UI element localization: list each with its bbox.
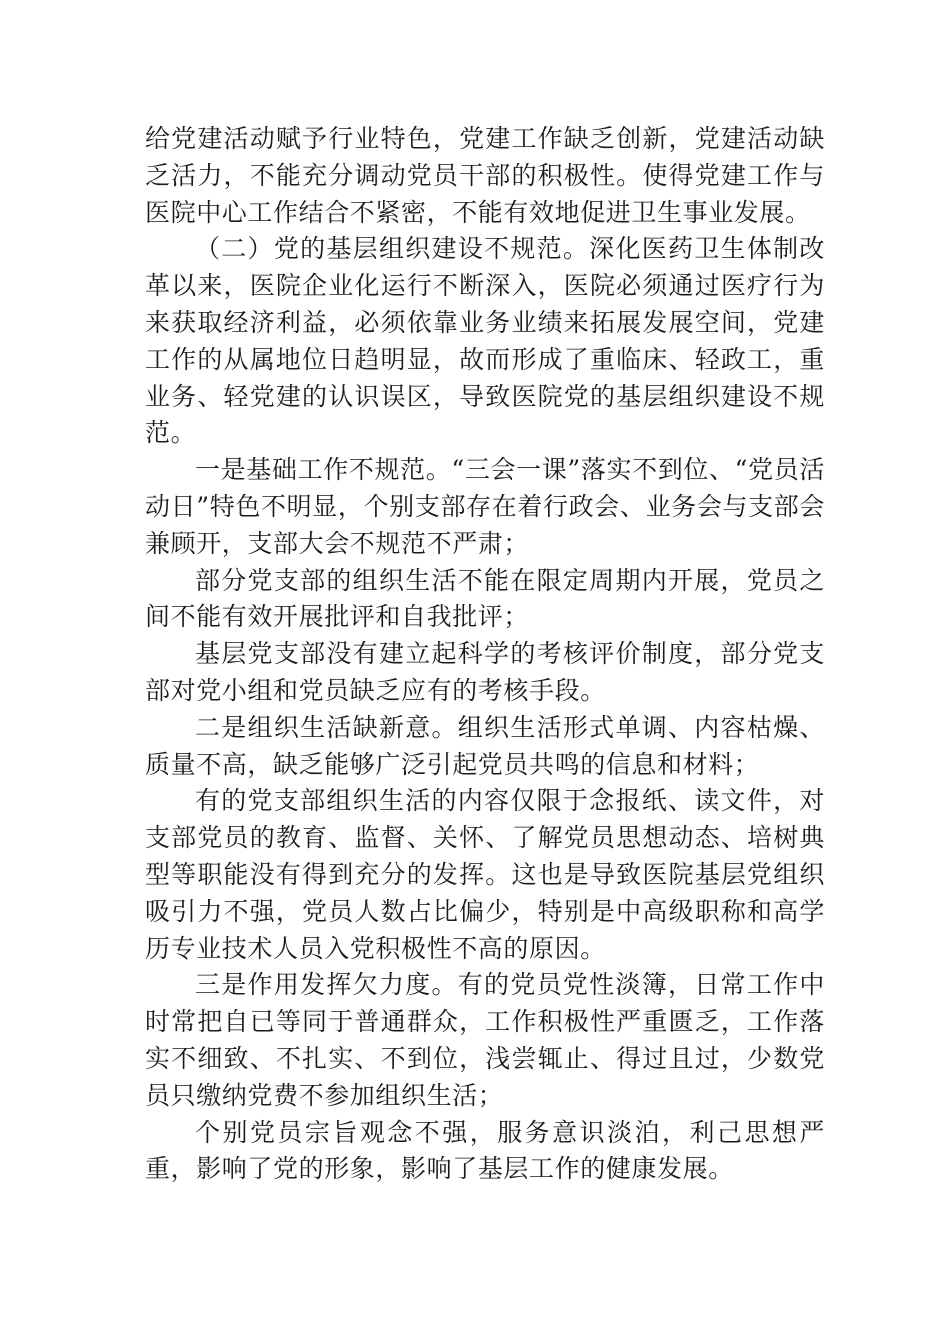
paragraph-evaluation: 基层党支部没有建立起科学的考核评价制度，部分党支部对党小组和党员缺乏应有的考核手段。	[145, 639, 825, 705]
paragraph-criticism: 部分党支部的组织生活不能在限定周期内开展，党员之间不能有效开展批评和自我批评；	[145, 565, 825, 632]
paragraph-section-two: （二）党的基层组织建设不规范。深化医药卫生体制改革以来，医院企业化运行不断深入，医院必须通过医疗行为来获取经济利益，必须依靠业务业绩来拓展发展空间，党建工作的从属地位日趋明显，故而形成了重临床、轻政工，重业务、轻党建的认识误区，导致医院党的基层组织建设不规范。	[145, 234, 825, 448]
paragraph-continuation: 给党建活动赋予行业特色，党建工作缺乏创新，党建活动缺乏活力，不能充分调动党员干部的积极性。使得党建工作与医院中心工作结合不紧密，不能有效地促进卫生事业发展。	[145, 124, 825, 227]
paragraph-point-two: 二是组织生活缺新意。组织生活形式单调、内容枯燥、质量不高，缺乏能够广泛引起党员共鸣的信息和材料；	[145, 712, 825, 779]
paragraph-point-three: 三是作用发挥欠力度。有的党员党性淡簿，日常工作中时常把自已等同于普通群众，工作积极性严重匮乏，工作落实不细致、不扎实、不到位，浅尝辄止、得过且过，少数党员只缴纳党费不参加组织生活；	[145, 970, 825, 1110]
paragraph-conclusion: 个别党员宗旨观念不强，服务意识淡泊，利己思想严重，影响了党的形象，影响了基层工作的健康发展。	[145, 1117, 825, 1184]
paragraph-organization-life: 有的党支部组织生活的内容仅限于念报纸、读文件，对支部党员的教育、监督、关怀、了解党员思想动态、培树典型等职能没有得到充分的发挥。这也是导致医院基层党组织吸引力不强，党员人数占比偏少，特别是中高级职称和高学历专业技术人员入党积极性不高的原因。	[145, 786, 825, 963]
paragraph-point-one: 一是基础工作不规范。“三会一课”落实不到位、“党员活动日”特色不明显，个别支部存在着行政会、业务会与支部会兼顾开，支部大会不规范不严肃；	[145, 455, 825, 558]
document-body	[145, 121, 825, 1188]
